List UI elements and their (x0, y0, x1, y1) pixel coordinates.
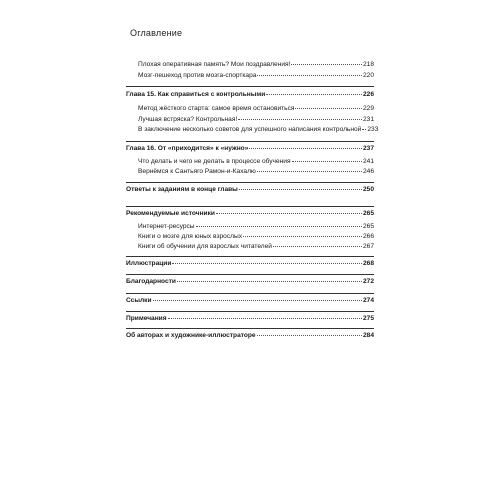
dot-leader (257, 75, 362, 76)
toc-entry-page: 246 (362, 168, 374, 175)
toc-entry-page: 267 (362, 243, 374, 250)
toc-entry-page: 220 (362, 72, 374, 79)
dot-leader (177, 281, 362, 282)
toc-entry (138, 242, 374, 252)
section-heading (126, 277, 374, 287)
toc-entry-title: Вернёмся к Сантьяго Рамон-и-Кахалю (138, 168, 256, 175)
section-divider (126, 293, 374, 294)
toc-entry (138, 157, 374, 167)
toc-entry-page: 218 (362, 61, 374, 68)
toc-entry (138, 222, 374, 232)
toc-entry-title: Интернет-ресурсы (138, 223, 195, 230)
toc-entry-page: 265 (362, 210, 374, 217)
toc-entry-page: 265 (362, 223, 374, 230)
chapter-heading (126, 144, 374, 154)
section-heading (126, 259, 374, 269)
toc-entry-title: Книги о мозге для юных взрослых (138, 233, 243, 240)
toc-entry-page: 233 (367, 126, 379, 133)
dot-leader (168, 318, 362, 319)
toc-entry (138, 125, 379, 135)
section-heading (126, 296, 374, 306)
toc-entry-title: Рекомендуемые источники (126, 210, 215, 217)
chapter-heading (126, 90, 374, 100)
toc-entry (138, 104, 374, 114)
dot-leader (243, 236, 362, 237)
section-divider (126, 274, 374, 275)
toc-entry-title: Мозг-пешеход против мозга-спорткара (138, 72, 257, 79)
dot-leader (196, 226, 362, 227)
section-divider (126, 311, 374, 312)
toc-entry-page: 272 (362, 278, 374, 285)
dot-leader (291, 64, 362, 65)
toc-entry-title: В заключение несколько советов для успешного написания контрольной (138, 126, 362, 133)
toc-entry-page: 268 (362, 260, 374, 267)
toc-entry-title: Плохая оперативная память? Мои поздравления! (138, 61, 291, 68)
dot-leader (172, 263, 362, 264)
toc-entry-page: 284 (362, 332, 374, 339)
dot-leader (238, 119, 362, 120)
dot-leader (362, 129, 366, 130)
toc-entry-page: 250 (362, 186, 374, 193)
toc-entry-title: Книги об обучении для взрослых читателей (138, 243, 272, 250)
dot-leader (257, 171, 362, 172)
toc-entry-page: 226 (362, 91, 374, 98)
section-divider (126, 206, 374, 207)
toc-entry-page: 274 (362, 297, 374, 304)
running-head: Оглавление (130, 28, 183, 38)
toc-entry-page: 266 (362, 233, 374, 240)
section-divider (126, 182, 374, 183)
toc-entry-title: Что делать и чего не делать в процессе обучения (138, 158, 291, 165)
toc-entry (138, 232, 374, 242)
toc-entry-title: Ссылки (126, 297, 152, 304)
dot-leader (292, 161, 362, 162)
section-divider (126, 256, 374, 257)
section-heading (126, 209, 374, 219)
toc-entry-title: Лучшая встряска? Контрольная! (138, 116, 238, 123)
section-heading (126, 314, 374, 324)
dot-leader (273, 246, 362, 247)
section-heading (126, 185, 374, 195)
dot-leader (266, 94, 362, 95)
toc-entry-title: Об авторах и художнике-иллюстраторе (126, 332, 256, 339)
toc-entry-page: 229 (362, 105, 374, 112)
toc-entry-title: Метод жёсткого старта: самое время остановиться (138, 105, 295, 112)
toc-entry-page: 231 (362, 116, 374, 123)
section-divider (126, 141, 374, 142)
toc-entry-page: 241 (362, 158, 374, 165)
toc-entry (138, 167, 374, 177)
toc-entry-page: 237 (362, 145, 374, 152)
toc-entry-title: Глава 15. Как справиться с контрольными (126, 91, 266, 98)
toc-entry-page: 275 (362, 315, 374, 322)
toc-entry (138, 60, 374, 70)
dot-leader (216, 213, 362, 214)
section-heading (126, 331, 374, 341)
toc-entry-title: Ответы к заданиям в конце главы (126, 186, 238, 193)
toc-entry (138, 115, 374, 125)
toc-entry-title: Иллюстрации (126, 260, 172, 267)
toc-entry (138, 71, 374, 81)
section-divider (126, 328, 374, 329)
dot-leader (295, 108, 362, 109)
toc-entry-title: Глава 16. От «приходится» к «нужно» (126, 145, 249, 152)
dot-leader (257, 335, 362, 336)
dot-leader (239, 189, 362, 190)
dot-leader (249, 148, 362, 149)
toc-entry-title: Примечания (126, 315, 167, 322)
dot-leader (153, 300, 362, 301)
toc-entry-title: Благодарности (126, 278, 176, 285)
section-divider (126, 86, 374, 87)
